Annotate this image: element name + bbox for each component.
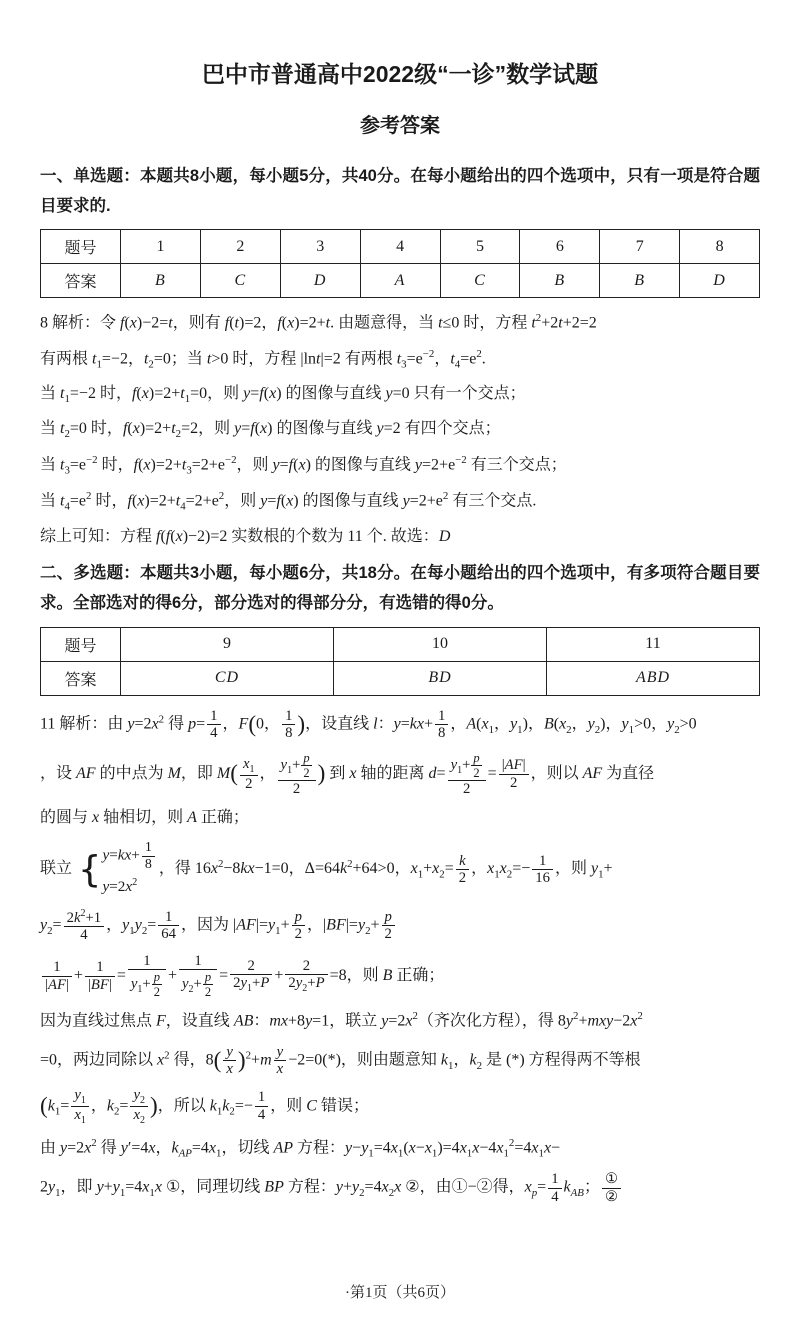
question-number-cell: 3 [280,230,360,264]
question-number-cell: 9 [121,627,334,661]
question-number-cell: 7 [600,230,680,264]
answer-cell: BD [334,661,547,695]
question-number-cell: 2 [200,230,280,264]
question-number-label: 题号 [41,230,121,264]
solution-line: 有两根 $t_1=-2$，$t_2=0$；当 t>0 时，方程 |lnt|=2 有两根 $t_3=e^{-2}$，$t_4=e^2$. [40,347,486,371]
answer-cell: A [360,264,440,298]
solution-line: 因为直线过焦点 F，设直线 AB：mx+8y=1，联立 $y=2x^2$（齐次化方程），得 $8y^2+mxy-2x^2$ [40,1010,643,1030]
solution-line: 当 $t_4=e^2$ 时，$f(x)=2+t_4=2+e^2$，则 y=f(x) 的图像与直线 $y=2+e^2$ 有三个交点. [40,490,537,513]
solution-line: ，设 AF 的中点为 M，即 M( $\frac{x_1}{2}$ ， $y_1+$ $\frac{p}{2}$ 2 ) 到 x 轴的距离 d= $y_1+$ $\frac{p}{2}$ 2 = $\frac{|AF|}{2}$ ，则以 AF 为直径 [40,750,655,797]
solution-line: $\frac{1}{|AF|}$ + $\frac{1}{|BF|}$ = 1 $y_1+$ $\frac{p}{2}$ + 1 $y_2+$ $\frac{p}{2}$ = $\frac{2}{2y_1+P}$ + $\frac{2}{2y_2+P}$ =8，则 B 正确； [40,953,760,1000]
answer-label: 答案 [41,264,121,298]
answer-label: 答案 [41,661,121,695]
solution-line: ($k_1=$ $\frac{y_1}{x_1}$ ，$k_2=$ $\frac{y_2}{x_2}$ )，所以 $k_1k_2=-$ $\frac{1}{4}$ ，则 C 错误； [40,1086,369,1126]
page-number: ·第1页（共6页） [345,1285,455,1301]
answer-cell: ABD [547,661,760,695]
solution-line: 由 $y=2x^2$ 得 y′=4x，$k_{AP}=4x_1$，切线 AP 方程：$y-y_1=4x_1(x-x_1)=4x_1x-4x_1^2=4x_1x-$ [40,1136,561,1160]
answer-cell: B [121,264,201,298]
page-subtitle: 参考答案 [360,115,440,137]
question-number-cell: 1 [121,230,201,264]
solution-line: 当 $t_3=e^{-2}$ 时，$f(x)=2+t_3=2+e^{-2}$，则 y=f(x) 的图像与直线 $y=2+e^{-2}$ 有三个交点； [40,453,567,477]
multi-choice-answer-table [40,627,760,696]
answer-cell: C [200,264,280,298]
question-number-cell: 11 [547,627,760,661]
answer-row [41,661,760,695]
answer-cell: CD [121,661,334,695]
question-number-cell: 5 [440,230,520,264]
answer-cell: B [600,264,680,298]
answer-cell: D [680,264,760,298]
question-number-cell: 6 [520,230,600,264]
solution-line: $y_2=$ $\frac{2k^2+1}{4}$ ，$y_1y_2=$ $\frac{1}{64}$ ，因为 $|AF|=y_1+$ $\frac{p}{2}$ ，$|BF|=y_2+$ $\frac{p}{2}$ [40,908,760,944]
question-number-row [41,627,760,661]
question-number-label: 题号 [41,627,121,661]
solution-question-8 [40,310,760,549]
solution-question-11 [40,708,760,1205]
solution-line: 联立 { y=kx+ $\frac{1}{8}$ $y=2x^2$ ，得 $16x^2-8kx-1=0$，$\Delta=64k^2+64>0$，$x_1+x_2=$ $\frac{k}{2}$ ，$x_1x_2=-$ $\frac{1}{16}$ ，则 $y_1+$ [40,840,613,896]
solution-line: 的圆与 x 轴相切，则 A 正确； [40,809,249,827]
section2-heading: 二、多选题：本题共3小题，每小题6分，共18分。在每小题给出的四个选项中，有多项符合题目要求。全部选对的得6分，部分选对的得部分分，有选错的得0分。 [40,564,760,613]
answer-cell: B [520,264,600,298]
solution-line: 8 解析：令 f(x)−2=t，则有 f(t)=2，f(x)=2+t. 由题意得，当 t≤0 时，方程 $t^2+2t+2=2$ [40,312,597,332]
solution-line: $2y_1$，即 $y+y_1=4x_1x$ ①，同理切线 BP 方程：$y+y_2=4x_2x$ ②，由①−②得，$x_p=$ $\frac{1}{4}$ $k_{AB}$； ① ② [40,1171,760,1205]
question-number-cell: 10 [334,627,547,661]
solution-line: 当 $t_2=0$ 时，$f(x)=2+t_2=2$，则 y=f(x) 的图像与直线 y=2 有四个交点； [40,419,501,441]
single-choice-answer-table [40,229,760,298]
answer-cell: C [440,264,520,298]
answer-row [41,264,760,298]
solution-line: 11 解析：由 $y=2x^2$ 得 p= $\frac{1}{4}$ ，F(0， $\frac{1}{8}$ )，设直线 l：y=kx+ $\frac{1}{8}$ ，$A(x_1$，$y_1$)，$B(x_2$，$y_2$)，$y_1>0$，$y_2>0$ [40,707,697,742]
page-title: 巴中市普通高中2022级“一诊”数学试题 [201,61,599,87]
answer-cell: D [280,264,360,298]
solution-line: =0，两边同除以 $x^2$ 得，8( $\frac{y}{x}$ )$^2$+m $\frac{y}{x}$ −2=0(*)，则由题意知 $k_1$，$k_2$ 是 (*) 方程得两不等根 [40,1043,641,1078]
solution-line: 当 $t_1=-2$ 时，$f(x)=2+t_1=0$，则 y=f(x) 的图像与直线 y=0 只有一个交点； [40,384,526,406]
question-number-cell: 8 [680,230,760,264]
question-number-cell: 4 [360,230,440,264]
section1-heading: 一、单选题：本题共8小题，每小题5分，共40分。在每小题给出的四个选项中，只有一项是符合题目要求的. [40,167,760,215]
solution-line: 综上可知：方程 f(f(x)−2)=2 实数根的个数为 11 个. 故选：D [40,527,451,545]
question-number-row [41,230,760,264]
